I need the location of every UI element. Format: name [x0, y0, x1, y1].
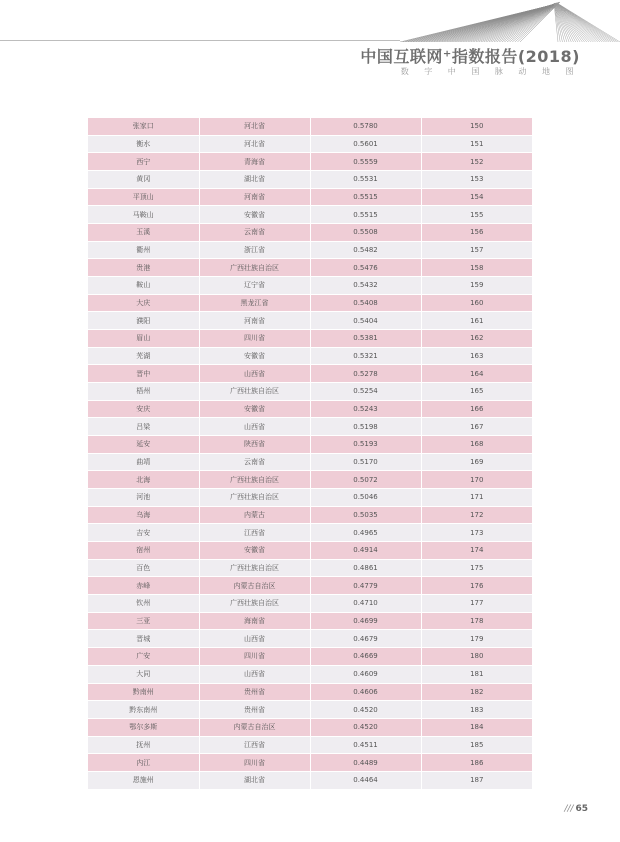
city-cell: 鄂尔多斯	[88, 718, 199, 736]
index-value-cell: 0.5072	[310, 471, 421, 489]
province-cell: 内蒙古自治区	[199, 577, 310, 595]
table-row	[88, 524, 532, 542]
rank-cell: 155	[421, 206, 532, 224]
province-cell: 山西省	[199, 665, 310, 683]
index-value-cell: 0.5531	[310, 171, 421, 189]
index-value-cell: 0.5278	[310, 365, 421, 383]
rank-cell: 159	[421, 277, 532, 295]
rank-cell: 165	[421, 383, 532, 401]
index-value-cell: 0.5515	[310, 206, 421, 224]
province-cell: 安徽省	[199, 206, 310, 224]
city-cell: 芜湖	[88, 347, 199, 365]
index-value-cell: 0.5515	[310, 188, 421, 206]
city-cell: 平顶山	[88, 188, 199, 206]
table-row	[88, 595, 532, 613]
city-cell: 钦州	[88, 595, 199, 613]
rank-cell: 171	[421, 489, 532, 507]
index-value-cell: 0.4520	[310, 718, 421, 736]
ranking-table	[88, 118, 532, 790]
city-cell: 吉安	[88, 524, 199, 542]
rank-cell: 179	[421, 630, 532, 648]
province-cell: 四川省	[199, 648, 310, 666]
rank-cell: 152	[421, 153, 532, 171]
province-cell: 云南省	[199, 224, 310, 242]
index-value-cell: 0.5482	[310, 241, 421, 259]
province-cell: 广西壮族自治区	[199, 471, 310, 489]
city-cell: 内江	[88, 754, 199, 772]
table-row	[88, 436, 532, 454]
rank-cell: 186	[421, 754, 532, 772]
index-value-cell: 0.4511	[310, 736, 421, 754]
rank-cell: 169	[421, 453, 532, 471]
index-value-cell: 0.5254	[310, 383, 421, 401]
index-value-cell: 0.5432	[310, 277, 421, 295]
province-cell: 四川省	[199, 330, 310, 348]
city-cell: 延安	[88, 436, 199, 454]
index-value-cell: 0.5193	[310, 436, 421, 454]
city-cell: 恩施州	[88, 771, 199, 789]
index-value-cell: 0.5198	[310, 418, 421, 436]
rank-cell: 180	[421, 648, 532, 666]
table-row	[88, 771, 532, 789]
province-cell: 安徽省	[199, 400, 310, 418]
index-value-cell: 0.4489	[310, 754, 421, 772]
city-cell: 西宁	[88, 153, 199, 171]
header-rule	[0, 40, 400, 41]
table-row	[88, 648, 532, 666]
province-cell: 安徽省	[199, 347, 310, 365]
table-row	[88, 400, 532, 418]
rank-cell: 151	[421, 135, 532, 153]
province-cell: 河南省	[199, 312, 310, 330]
index-value-cell: 0.5780	[310, 118, 421, 135]
table-row	[88, 171, 532, 189]
province-cell: 贵州省	[199, 683, 310, 701]
city-cell: 黔南州	[88, 683, 199, 701]
city-cell: 鞍山	[88, 277, 199, 295]
city-cell: 百色	[88, 559, 199, 577]
index-value-cell: 0.4679	[310, 630, 421, 648]
table-row	[88, 577, 532, 595]
city-cell: 梧州	[88, 383, 199, 401]
province-cell: 湖北省	[199, 171, 310, 189]
city-cell: 赤峰	[88, 577, 199, 595]
table-row	[88, 241, 532, 259]
page-number-value: 65	[575, 804, 588, 814]
province-cell: 山西省	[199, 365, 310, 383]
rank-cell: 173	[421, 524, 532, 542]
province-cell: 内蒙古自治区	[199, 718, 310, 736]
rank-cell: 176	[421, 577, 532, 595]
page-number-prefix: ///	[564, 804, 574, 814]
index-value-cell: 0.4464	[310, 771, 421, 789]
province-cell: 广西壮族自治区	[199, 595, 310, 613]
city-cell: 宿州	[88, 542, 199, 560]
rank-cell: 162	[421, 330, 532, 348]
province-cell: 安徽省	[199, 542, 310, 560]
rank-cell: 182	[421, 683, 532, 701]
index-value-cell: 0.4699	[310, 612, 421, 630]
rank-cell: 168	[421, 436, 532, 454]
index-value-cell: 0.5408	[310, 294, 421, 312]
rank-cell: 160	[421, 294, 532, 312]
index-value-cell: 0.5404	[310, 312, 421, 330]
province-cell: 山西省	[199, 630, 310, 648]
city-cell: 黄冈	[88, 171, 199, 189]
province-cell: 内蒙古	[199, 506, 310, 524]
city-cell: 晋城	[88, 630, 199, 648]
province-cell: 黑龙江省	[199, 294, 310, 312]
rank-cell: 150	[421, 118, 532, 135]
table-row	[88, 188, 532, 206]
rank-cell: 183	[421, 701, 532, 719]
table-row	[88, 683, 532, 701]
index-value-cell: 0.4861	[310, 559, 421, 577]
province-cell: 河北省	[199, 135, 310, 153]
city-cell: 曲靖	[88, 453, 199, 471]
index-value-cell: 0.4606	[310, 683, 421, 701]
rank-cell: 177	[421, 595, 532, 613]
rank-cell: 174	[421, 542, 532, 560]
province-cell: 陕西省	[199, 436, 310, 454]
index-value-cell: 0.4914	[310, 542, 421, 560]
index-value-cell: 0.4669	[310, 648, 421, 666]
rank-cell: 157	[421, 241, 532, 259]
province-cell: 广西壮族自治区	[199, 259, 310, 277]
table-row	[88, 330, 532, 348]
index-value-cell: 0.5243	[310, 400, 421, 418]
table-row	[88, 506, 532, 524]
page-number	[564, 804, 588, 814]
table-row	[88, 294, 532, 312]
index-value-cell: 0.5476	[310, 259, 421, 277]
table-row	[88, 118, 532, 135]
table-row	[88, 736, 532, 754]
rank-cell: 184	[421, 718, 532, 736]
province-cell: 广西壮族自治区	[199, 559, 310, 577]
table-row	[88, 365, 532, 383]
table-row	[88, 259, 532, 277]
rank-cell: 164	[421, 365, 532, 383]
city-cell: 大同	[88, 665, 199, 683]
rank-cell: 166	[421, 400, 532, 418]
table-row	[88, 453, 532, 471]
city-cell: 玉溪	[88, 224, 199, 242]
table-row	[88, 224, 532, 242]
table-row	[88, 489, 532, 507]
index-value-cell: 0.5170	[310, 453, 421, 471]
table-row	[88, 718, 532, 736]
table-row	[88, 312, 532, 330]
city-cell: 抚州	[88, 736, 199, 754]
report-subtitle: 数 字 中 国 脉 动 地 图	[400, 67, 580, 76]
city-cell: 乌海	[88, 506, 199, 524]
province-cell: 江西省	[199, 524, 310, 542]
rank-cell: 167	[421, 418, 532, 436]
city-cell: 广安	[88, 648, 199, 666]
rank-cell: 154	[421, 188, 532, 206]
province-cell: 江西省	[199, 736, 310, 754]
table-row	[88, 630, 532, 648]
province-cell: 贵州省	[199, 701, 310, 719]
index-value-cell: 0.5508	[310, 224, 421, 242]
province-cell: 湖北省	[199, 771, 310, 789]
province-cell: 山西省	[199, 418, 310, 436]
province-cell: 广西壮族自治区	[199, 489, 310, 507]
rank-cell: 158	[421, 259, 532, 277]
index-value-cell: 0.5381	[310, 330, 421, 348]
city-cell: 晋中	[88, 365, 199, 383]
table-row	[88, 277, 532, 295]
table-row	[88, 347, 532, 365]
city-cell: 大庆	[88, 294, 199, 312]
index-value-cell: 0.4520	[310, 701, 421, 719]
rank-cell: 156	[421, 224, 532, 242]
province-cell: 河北省	[199, 118, 310, 135]
rank-cell: 175	[421, 559, 532, 577]
index-value-cell: 0.4779	[310, 577, 421, 595]
table-row	[88, 135, 532, 153]
rank-cell: 181	[421, 665, 532, 683]
index-value-cell: 0.4710	[310, 595, 421, 613]
rank-cell: 172	[421, 506, 532, 524]
city-cell: 河池	[88, 489, 199, 507]
province-cell: 四川省	[199, 754, 310, 772]
city-cell: 衡水	[88, 135, 199, 153]
table-row	[88, 153, 532, 171]
rank-cell: 161	[421, 312, 532, 330]
table-row	[88, 701, 532, 719]
rank-cell: 187	[421, 771, 532, 789]
city-cell: 眉山	[88, 330, 199, 348]
province-cell: 青海省	[199, 153, 310, 171]
table-row	[88, 542, 532, 560]
index-value-cell: 0.4965	[310, 524, 421, 542]
rank-cell: 185	[421, 736, 532, 754]
table-row	[88, 559, 532, 577]
city-cell: 北海	[88, 471, 199, 489]
index-value-cell: 0.5035	[310, 506, 421, 524]
city-cell: 贵港	[88, 259, 199, 277]
city-cell: 衢州	[88, 241, 199, 259]
table-row	[88, 206, 532, 224]
province-cell: 海南省	[199, 612, 310, 630]
index-value-cell: 0.5559	[310, 153, 421, 171]
rank-cell: 170	[421, 471, 532, 489]
index-value-cell: 0.4609	[310, 665, 421, 683]
table-row	[88, 612, 532, 630]
province-cell: 河南省	[199, 188, 310, 206]
province-cell: 云南省	[199, 453, 310, 471]
rank-cell: 178	[421, 612, 532, 630]
city-cell: 马鞍山	[88, 206, 199, 224]
city-cell: 安庆	[88, 400, 199, 418]
index-value-cell: 0.5046	[310, 489, 421, 507]
rank-cell: 163	[421, 347, 532, 365]
table-row	[88, 418, 532, 436]
table-row	[88, 383, 532, 401]
city-cell: 吕梁	[88, 418, 199, 436]
table-row	[88, 754, 532, 772]
province-cell: 辽宁省	[199, 277, 310, 295]
rank-cell: 153	[421, 171, 532, 189]
index-value-cell: 0.5601	[310, 135, 421, 153]
header-fan-ornament	[398, 0, 620, 42]
ranking-table-body	[88, 118, 532, 789]
city-cell: 张家口	[88, 118, 199, 135]
index-value-cell: 0.5321	[310, 347, 421, 365]
report-title: 中国互联网⁺指数报告(2018)	[360, 47, 580, 66]
city-cell: 濮阳	[88, 312, 199, 330]
table-row	[88, 471, 532, 489]
province-cell: 广西壮族自治区	[199, 383, 310, 401]
city-cell: 三亚	[88, 612, 199, 630]
table-row	[88, 665, 532, 683]
city-cell: 黔东南州	[88, 701, 199, 719]
province-cell: 浙江省	[199, 241, 310, 259]
